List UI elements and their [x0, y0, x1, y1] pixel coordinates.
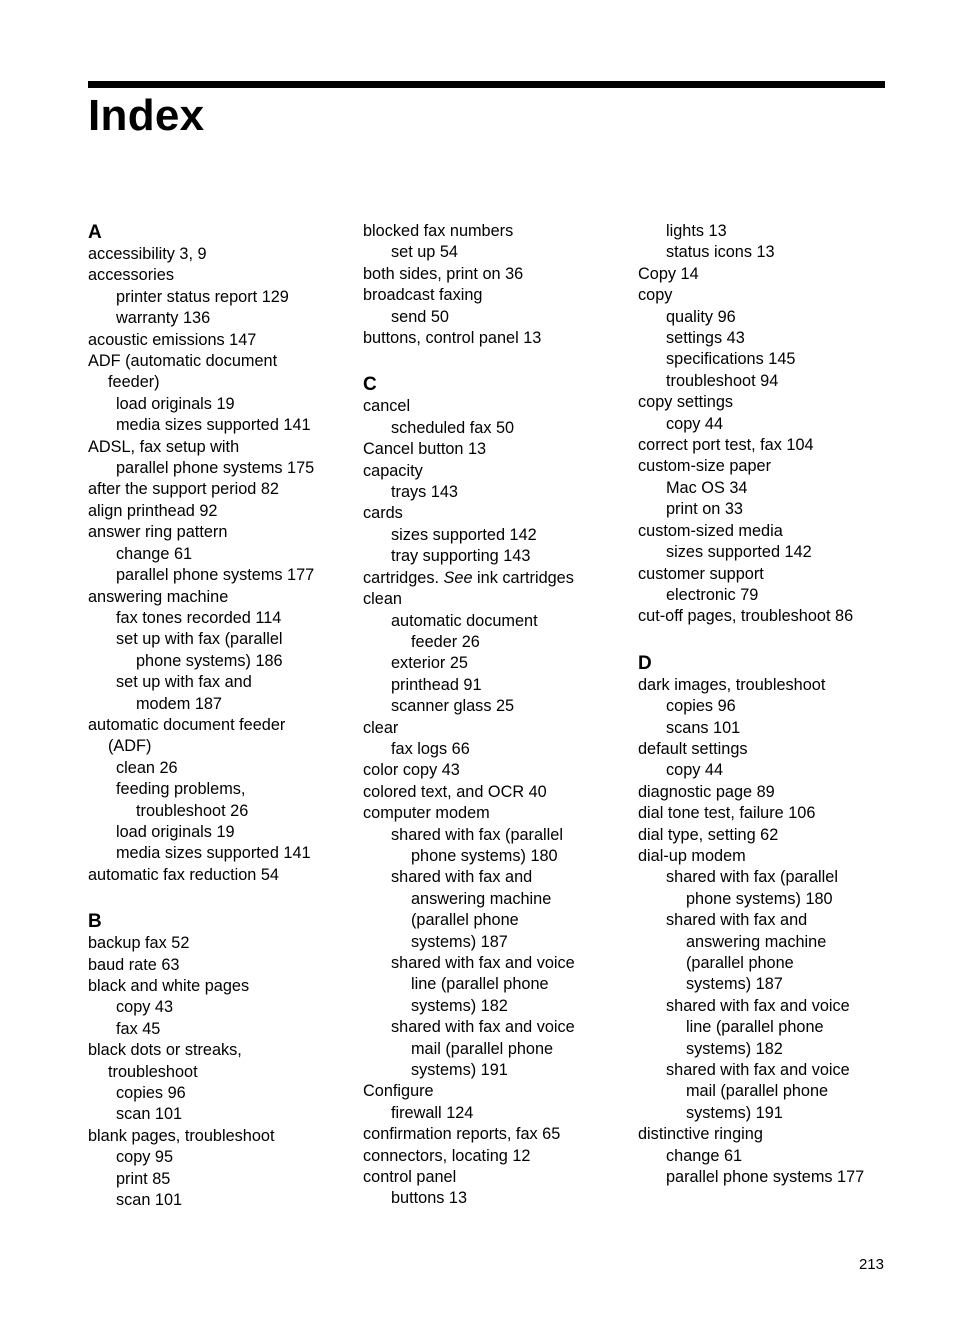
section-letter: D — [638, 652, 652, 674]
index-subentry: troubleshoot 26 — [136, 801, 249, 820]
index-entry: blocked fax numbers — [363, 222, 514, 240]
index-subentry: systems) 191 — [686, 1103, 783, 1122]
index-entry: copy — [638, 286, 673, 305]
index-subentry: copies 96 — [116, 1084, 186, 1103]
index-entry: automatic fax reduction 54 — [88, 865, 279, 884]
header-rule — [88, 81, 885, 88]
index-subentry: warranty 136 — [116, 309, 211, 328]
index-subentry: parallel phone systems 175 — [116, 459, 315, 478]
index-subentry: copies 96 — [666, 697, 736, 716]
index-entry: custom-sized media — [638, 521, 783, 540]
index-subentry: load originals 19 — [116, 822, 235, 841]
index-subentry: systems) 187 — [411, 932, 508, 951]
index-subentry: set up with fax and — [116, 673, 252, 692]
index-subentry: systems) 182 — [686, 1039, 783, 1058]
index-subentry: fax logs 66 — [391, 739, 470, 758]
index-entry: Copy 14 — [638, 264, 699, 283]
index-subentry: set up 54 — [391, 243, 458, 262]
index-subentry: line (parallel phone — [411, 975, 549, 994]
index-subentry: troubleshoot 94 — [666, 371, 779, 390]
index-subentry: (parallel phone — [411, 911, 519, 930]
index-subentry: sizes supported 142 — [391, 525, 537, 544]
index-entry: connectors, locating 12 — [363, 1146, 531, 1165]
index-subentry: media sizes supported 141 — [116, 844, 311, 863]
index-subentry: feeding problems, — [116, 780, 246, 799]
index-subentry: shared with fax and voice — [391, 954, 575, 972]
index-entry: dial tone test, failure 106 — [638, 804, 816, 823]
index-entry: copy settings — [638, 393, 734, 412]
index-subentry: buttons 13 — [391, 1189, 468, 1208]
index-entry: customer support — [638, 564, 764, 583]
index-column-3 — [638, 221, 900, 1188]
index-entry: acoustic emissions 147 — [88, 330, 257, 349]
index-entry: distinctive ringing — [638, 1125, 763, 1144]
index-entry: diagnostic page 89 — [638, 782, 775, 801]
index-subentry: (parallel phone — [686, 954, 794, 972]
index-entry: control panel — [363, 1168, 457, 1187]
index-entry: ADSL, fax setup with — [88, 437, 240, 456]
index-subentry: feeder) — [108, 373, 160, 392]
index-entry: align printhead 92 — [88, 501, 218, 520]
index-entry: black dots or streaks, — [88, 1041, 242, 1060]
entry-target: ink cartridges — [472, 568, 574, 587]
section-letter: B — [88, 911, 102, 933]
index-entry: custom-size paper — [638, 457, 772, 476]
index-entry: Configure — [363, 1082, 434, 1101]
index-subentry: specifications 145 — [666, 350, 796, 369]
index-subentry: print on 33 — [666, 500, 743, 519]
index-subentry: trays 143 — [391, 483, 458, 502]
index-entry: buttons, control panel 13 — [363, 329, 542, 348]
index-entry: blank pages, troubleshoot — [88, 1126, 275, 1145]
index-entry: cut-off pages, troubleshoot 86 — [638, 607, 854, 626]
index-subentry: phone systems) 186 — [136, 651, 283, 670]
index-entry: computer modem — [363, 804, 490, 823]
index-entry: baud rate 63 — [88, 955, 180, 974]
index-subentry: copy 44 — [666, 414, 724, 433]
index-subentry: media sizes supported 141 — [116, 416, 311, 435]
index-entry: dial-up modem — [638, 846, 746, 865]
index-subentry: shared with fax and voice — [666, 1061, 850, 1080]
index-subentry: set up with fax (parallel — [116, 630, 283, 649]
index-subentry: phone systems) 180 — [686, 889, 833, 908]
index-subentry: clean 26 — [116, 758, 178, 777]
index-subentry: fax 45 — [116, 1019, 161, 1038]
index-column-2 — [363, 221, 625, 1210]
index-subentry: shared with fax and — [391, 868, 533, 887]
index-entry: confirmation reports, fax 65 — [363, 1125, 561, 1144]
index-subentry: mail (parallel phone — [411, 1039, 554, 1058]
see-reference: See — [443, 568, 473, 587]
index-subentry: change 61 — [116, 544, 193, 563]
index-entry — [363, 568, 625, 589]
index-entry: black and white pages — [88, 977, 250, 995]
index-subentry: scan 101 — [116, 1191, 183, 1210]
section-gap — [363, 349, 625, 373]
index-entry: broadcast faxing — [363, 286, 483, 305]
index-column-1 — [88, 221, 350, 1211]
index-entry: clear — [363, 718, 399, 737]
index-subentry: scheduled fax 50 — [391, 418, 515, 437]
index-subentry: print 85 — [116, 1169, 171, 1188]
index-subentry: lights 13 — [666, 222, 727, 240]
index-entry: color copy 43 — [363, 761, 460, 780]
index-entry: accessories — [88, 266, 174, 285]
index-subentry: answering machine — [686, 932, 827, 951]
index-subentry: scanner glass 25 — [391, 697, 515, 716]
index-subentry: send 50 — [391, 307, 449, 326]
index-subentry: systems) 191 — [411, 1061, 508, 1080]
index-subentry: printhead 91 — [391, 675, 482, 694]
index-entry: answer ring pattern — [88, 523, 228, 542]
index-entry: dark images, troubleshoot — [638, 675, 826, 694]
index-subentry: (ADF) — [108, 737, 152, 756]
index-subentry: answering machine — [411, 889, 552, 908]
index-entry: Cancel button 13 — [363, 440, 487, 459]
index-subentry: printer status report 129 — [116, 287, 289, 306]
index-subentry: change 61 — [666, 1146, 743, 1165]
index-entry: colored text, and OCR 40 — [363, 782, 547, 801]
page-number: 213 — [858, 1256, 884, 1273]
index-subentry: shared with fax and voice — [391, 1018, 575, 1037]
index-subentry: shared with fax (parallel — [391, 825, 563, 844]
index-subentry: mail (parallel phone — [686, 1082, 829, 1101]
index-subentry: sizes supported 142 — [666, 543, 812, 562]
index-subentry: shared with fax (parallel — [666, 868, 838, 887]
index-subentry: systems) 187 — [686, 975, 783, 994]
index-subentry: scans 101 — [666, 718, 741, 737]
index-subentry: settings 43 — [666, 329, 745, 348]
index-entry: backup fax 52 — [88, 934, 190, 953]
index-subentry: copy 95 — [116, 1148, 174, 1167]
index-entry: default settings — [638, 739, 748, 758]
index-subentry: status icons 13 — [666, 243, 775, 262]
index-subentry: Mac OS 34 — [666, 478, 748, 497]
index-subentry: phone systems) 180 — [411, 846, 558, 865]
index-subentry: fax tones recorded 114 — [116, 608, 282, 627]
index-subentry: automatic document — [391, 611, 538, 630]
index-entry: both sides, print on 36 — [363, 264, 524, 283]
index-entry: clean — [363, 590, 402, 609]
index-subentry: shared with fax and — [666, 911, 808, 930]
entry-term: cartridges. — [363, 568, 444, 587]
section-gap — [638, 628, 900, 652]
index-subentry: copy 44 — [666, 761, 724, 780]
index-subentry: troubleshoot — [108, 1062, 198, 1081]
index-subentry: parallel phone systems 177 — [666, 1168, 865, 1187]
section-letter: C — [363, 374, 377, 396]
index-subentry: feeder 26 — [411, 632, 480, 651]
index-subentry: exterior 25 — [391, 654, 468, 673]
section-gap — [88, 886, 350, 910]
index-subentry: quality 96 — [666, 307, 736, 326]
index-entry: after the support period 82 — [88, 480, 279, 499]
index-subentry: scan 101 — [116, 1105, 183, 1124]
index-entry: automatic document feeder — [88, 715, 286, 734]
index-subentry: electronic 79 — [666, 585, 759, 604]
index-entry: ADF (automatic document — [88, 352, 278, 371]
index-subentry: modem 187 — [136, 694, 222, 713]
index-subentry: line (parallel phone — [686, 1018, 824, 1037]
index-entry: dial type, setting 62 — [638, 825, 779, 844]
section-letter: A — [88, 222, 102, 243]
index-entry: cancel — [363, 397, 411, 416]
index-entry: capacity — [363, 461, 423, 480]
page-title: Index — [88, 91, 205, 140]
index-subentry: systems) 182 — [411, 996, 508, 1015]
index-subentry: shared with fax and voice — [666, 996, 850, 1015]
index-entry: correct port test, fax 104 — [638, 436, 814, 455]
index-entry: answering machine — [88, 587, 229, 606]
index-entry: accessibility 3, 9 — [88, 245, 207, 263]
index-subentry: copy 43 — [116, 998, 174, 1017]
index-subentry: load originals 19 — [116, 394, 235, 413]
index-subentry: firewall 124 — [391, 1103, 474, 1122]
index-subentry: parallel phone systems 177 — [116, 566, 315, 585]
index-entry: cards — [363, 504, 403, 523]
index-subentry: tray supporting 143 — [391, 547, 531, 566]
